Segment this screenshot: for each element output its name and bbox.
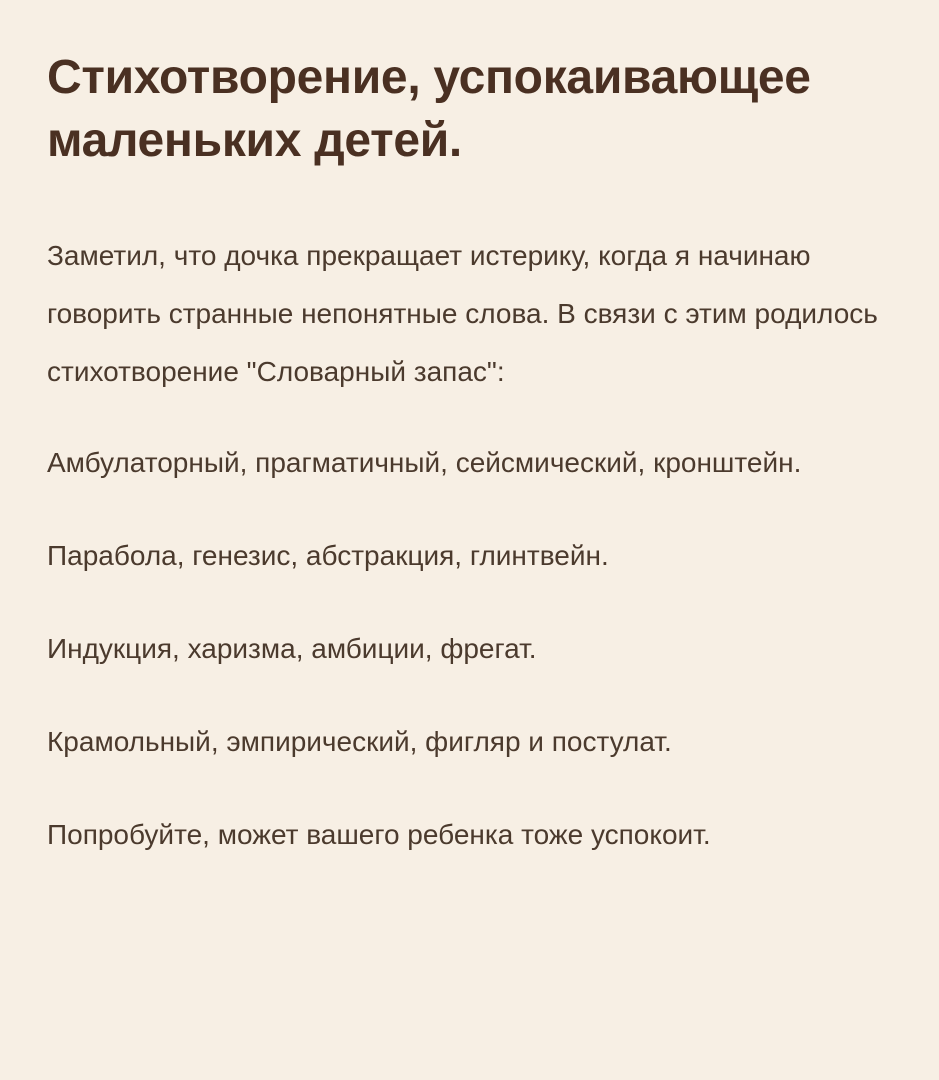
article-intro: Заметил, что дочка прекращает истерику, когда я начинаю говорить странные непонятные слова. В связи с этим родилось стихотворение "Словарный запас": (47, 240, 878, 387)
article-title: Стихотворение, успокаивающее маленьких детей. (47, 51, 811, 167)
poem-line: Амбулаторный, прагматичный, сейсмический, кронштейн. (47, 447, 802, 478)
poem-line: Парабола, генезис, абстракция, глинтвейн. (47, 540, 609, 571)
closing-line: Попробуйте, может вашего ребенка тоже успокоит. (47, 819, 711, 850)
poem-line: Индукция, харизма, амбиции, фрегат. (47, 633, 537, 664)
poem-line: Крамольный, эмпирический, фигляр и постулат. (47, 726, 672, 757)
